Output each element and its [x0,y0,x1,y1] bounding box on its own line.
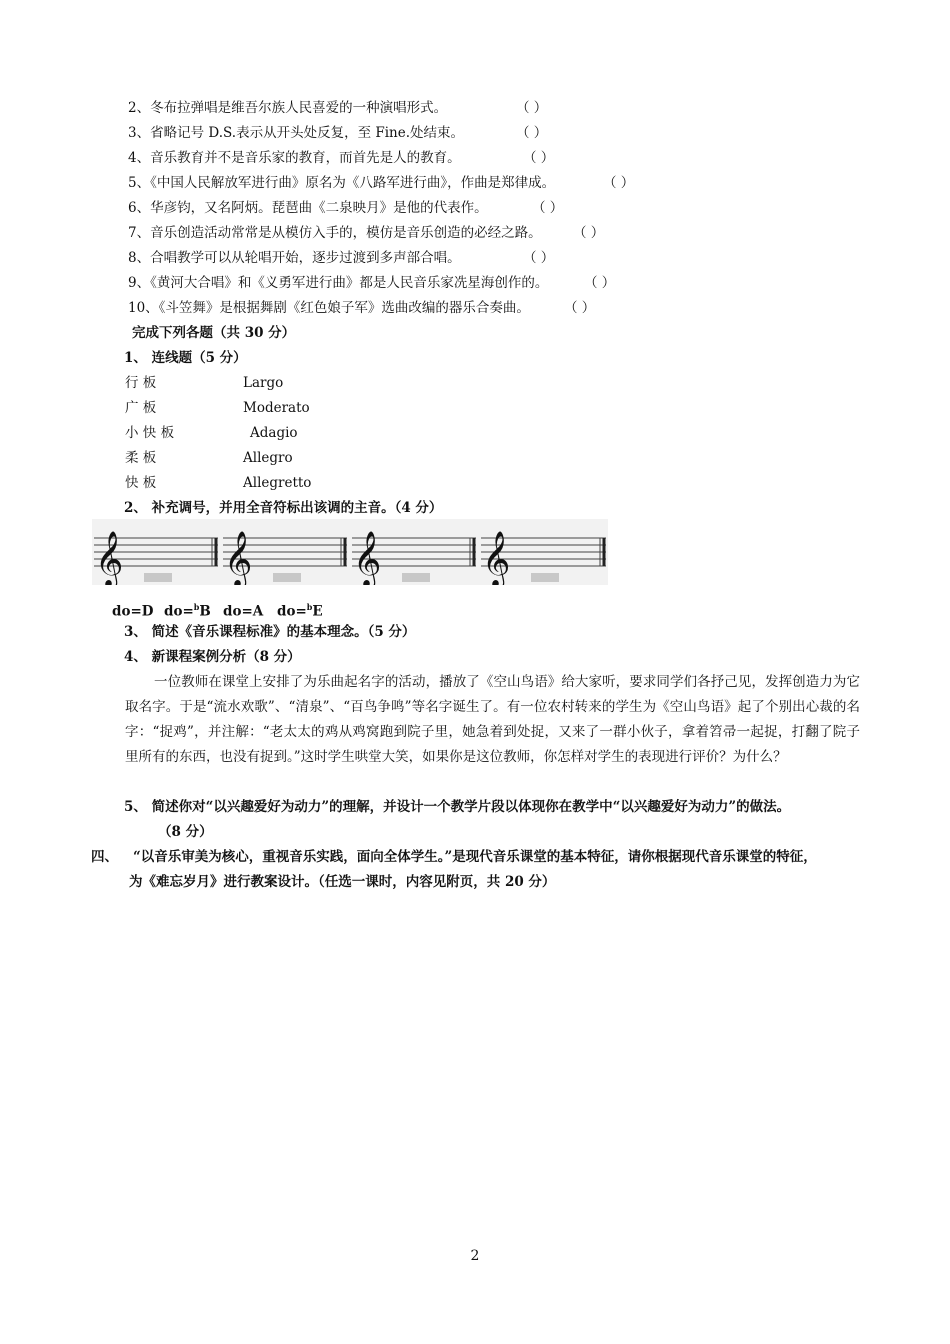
question-5-title: 5、 简述你对“以兴趣爱好为动力”的理解，并设计一个教学片段以体现你在教学中“以兴趣爱好为动力”的做法。 [124,799,791,815]
tempo-cn: 行 板 [125,375,157,391]
treble-clef-icon: 𝄞 [482,531,511,585]
judgement-text: 10、《斗笠舞》是根据舞剧《红色娘子军》选曲改编的器乐合奏曲。 [128,300,530,316]
tempo-term: Adagio [250,425,298,441]
tempo-cn: 快 板 [125,475,157,491]
answer-bracket: （ ） [573,225,605,241]
key-note: A [252,603,264,620]
judgement-item [128,124,548,142]
question-1-title: 1、 连线题（5 分） [124,350,247,366]
judgement-text: 2、冬布拉弹唱是维吾尔族人民喜爱的一种演唱形式。 [128,100,448,116]
section-4-number: 四、 [91,849,118,865]
key-note: D [141,603,154,620]
judgement-item [128,149,555,167]
judgement-text: 5、《中国人民解放军进行曲》原名为《八路军进行曲》，作曲是郑律成。 [128,175,556,191]
key-note: B [199,603,211,620]
treble-clef-icon: 𝄞 [95,531,124,585]
page-number: 2 [470,1248,480,1264]
judgement-text: 7、音乐创造活动常常是从模仿入手的，模仿是音乐创造的必经之路。 [128,225,542,241]
music-staves [92,519,608,585]
key-prefix: do= [112,603,142,620]
judgement-item [128,249,555,267]
question-4-title: 4、 新课程案例分析（8 分） [124,649,301,665]
key-note: E [312,603,323,620]
key-prefix: do= [164,603,194,620]
key-prefix: do= [223,603,253,620]
tempo-cn: 广 板 [125,400,157,416]
key-label [112,598,153,621]
tempo-cn: 小 快 板 [125,425,175,441]
flat-sign: b [193,602,200,612]
answer-bracket: （ ） [564,300,596,316]
answer-bracket: （ ） [532,200,564,216]
flat-sign: b [306,602,313,612]
judgement-text: 3、省略记号 D.S.表示从开头处反复，至 Fine.处结束。 [128,125,465,141]
section-title: 完成下列各题（共 30 分） [132,325,296,341]
answer-bracket: （ ） [516,100,548,116]
judgement-text: 9、《黄河大合唱》和《义勇军进行曲》都是人民音乐家冼星海创作的。 [128,275,549,291]
key-label [164,598,211,621]
judgement-text: 6、华彦钧，又名阿炳。琵琶曲《二泉映月》是他的代表作。 [128,200,488,216]
judgement-text: 8、合唱教学可以从轮唱开始，逐步过渡到多声部合唱。 [128,250,461,266]
tempo-term: Moderato [243,400,310,416]
question-3-title: 3、 简述《音乐课程标准》的基本理念。（5 分） [124,624,416,640]
key-label [223,598,263,621]
question-2-title: 2、 补充调号，并用全音符标出该调的主音。（4 分） [124,500,443,516]
treble-clef-icon: 𝄞 [353,531,382,585]
judgement-item [128,224,605,242]
judgement-item [128,99,548,117]
judgement-item [128,299,596,317]
section-4-text-continued: 为《难忘岁月》进行教案设计。（任选一课时，内容见附页，共 20 分） [129,874,556,890]
question-5-score: （8 分） [158,824,213,840]
key-prefix: do= [277,603,307,620]
answer-bracket: （ ） [603,175,635,191]
tempo-term: Allegro [243,450,293,466]
answer-bracket: （ ） [523,150,555,166]
answer-bracket: （ ） [523,250,555,266]
staff-image-strip [92,519,608,585]
judgement-item [128,174,635,192]
section-4-text: “以音乐审美为核心，重视音乐实践，面向全体学生。”是现代音乐课堂的基本特征，请你根据现代音乐课堂的特征， [133,849,817,865]
key-label [277,598,323,621]
tempo-cn: 柔 板 [125,450,157,466]
tempo-term: Allegretto [243,475,312,491]
judgement-item [128,199,564,217]
tempo-term: Largo [243,375,284,391]
judgement-text: 4、音乐教育并不是音乐家的教育，而首先是人的教育。 [128,150,461,166]
judgement-item [128,274,616,292]
case-paragraph: 一位教师在课堂上安排了为乐曲起名字的活动，播放了《空山鸟语》给大家听，要求同学们各抒己见，发挥创造力为它取名字。于是“流水欢歌”、“清泉”、“百鸟争鸣”等名字诞生了。有一位农村转来的学生为《空山鸟语》起了个别出心裁的名字：“捉鸡”，并注解：“老太太的鸡从鸡窝跑到院子里，她急着到处捉，又来了一群小伙子，拿着笤帚一起捉，打翻了院子里所有的东西，也没有捉到。”这时学生哄堂大笑，如果你是这位教师，你怎样对学生的表现进行评价？为什么？ [125,674,860,765]
answer-bracket: （ ） [584,275,616,291]
answer-bracket: （ ） [516,125,548,141]
treble-clef-icon: 𝄞 [224,531,253,585]
